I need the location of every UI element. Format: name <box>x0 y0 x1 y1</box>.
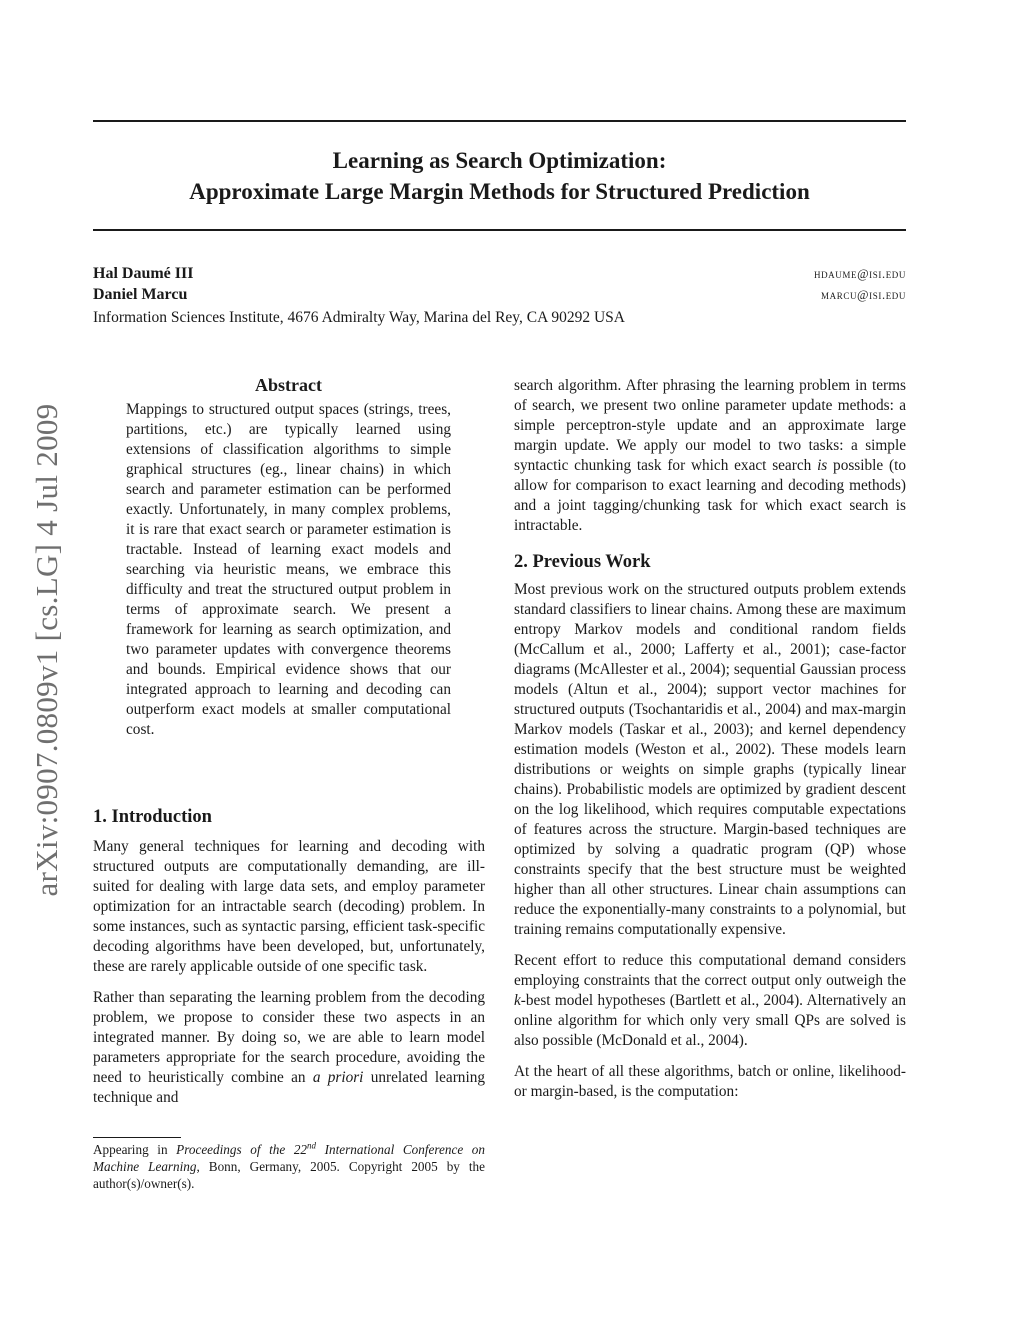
abstract-text: Mappings to structured output spaces (strings, trees, partitions, etc.) are typically learned using extensions of classification algorithms to simple graphical structures (eg., linear chains) in which search and parameter estimation can be performed exactly. Unfortunately, in many complex problems, it is rare that exact search or parameter estimation is tractable. Instead of learning exact models and searching via heuristic means, we embrace this difficulty and treat the structured output problem in terms of approximate search. We present a framework for learning as search optimization, and two parameter updates with convergence theorems and bounds. Empirical evidence shows that our integrated approach to learning and decoding can outperform exact models at smaller computational cost. <box>126 401 451 738</box>
previous-work-paragraph-2-italic: k <box>514 992 521 1009</box>
previous-work-paragraph-2 <box>514 951 906 1051</box>
right-column <box>514 376 906 1102</box>
introduction-heading: 1. Introduction <box>93 807 212 827</box>
introduction-continued <box>514 376 906 536</box>
introduction-paragraph-2-start: Rather than separating the learning problem from the decoding problem, we propose to consider these two aspects in an integrated manner. By doing so, we are able to learn model parameters appropriate for the search procedure, avoiding the need to heuristically combine an <box>93 989 485 1086</box>
introduction-paragraph-2-italic: a priori <box>312 1069 364 1086</box>
paper-title-line-1: Learning as Search Optimization: <box>332 148 667 173</box>
introduction-section <box>93 805 485 1108</box>
paper-title-line-2: Approximate Large Margin Methods for Structured Prediction <box>189 179 810 204</box>
previous-work-paragraph-2-end: -best model hypotheses (Bartlett et al., 2004). Alternatively an online algorithm for which only very small QPs are solved is also possible (McDonald et al., 2004). <box>514 992 906 1049</box>
footnote <box>93 1141 485 1192</box>
previous-work-heading: 2. Previous Work <box>514 552 651 572</box>
previous-work-paragraph-1: Most previous work on the structured outputs problem extends standard classifiers to linear chains. Among these are maximum entropy Markov models and conditional random fields (McCallum et al., 2000; Lafferty et al., 2001); case-factor diagrams (McAllester et al., 2004); sequential Gaussian process models (Altun et al., 2004); support vector machines for structured outputs (Tsochantaridis et al., 2004) and max-margin Markov models (Taskar et al., 2003); and kernel dependency estimation models (Weston et al., 2002). These models learn distributions or weights on simple graphs (typically linear chains). Probabilistic models are optimized by gradient descent on the log likelihood, which requires computable expectations of features across the structure. Margin-based techniques are optimized by solving a quadratic program (QP) whose constraints specify that the best structure must be weighted higher than all other structures. Linear chain assumptions can reduce the exponentially-many constraints to a polynomial, but training remains computationally expensive. <box>514 581 906 938</box>
author-name-1: Hal Daumé III <box>93 265 194 282</box>
introduction-paragraph-2 <box>93 988 485 1108</box>
footnote-venue-b: International Conference on Machine Learning <box>93 1142 485 1174</box>
title-top-rule <box>93 120 906 122</box>
introduction-paragraph-1: Many general techniques for learning and decoding with structured outputs are computationally demanding, are ill-suited for dealing with large data sets, and employ parameter optimization for an intractable search (decoding) problem. In some instances, such as syntactic parsing, efficient task-specific decoding algorithms have been developed, but, unfortunately, these are rarely applicable outside of one specific task. <box>93 838 485 975</box>
abstract-section <box>126 372 451 740</box>
title-bottom-rule <box>93 229 906 231</box>
footnote-prefix: Appearing in <box>93 1142 177 1157</box>
introduction-paragraph-2-end: unrelated learning technique and <box>93 1069 485 1106</box>
introduction-continued-start: search algorithm. After phrasing the learning problem in terms of search, we present two online parameter update methods: a simple perceptron-style update and an approximate large margin update. We apply our model to two tasks: a simple syntactic chunking task for which exact search <box>514 377 906 474</box>
footnote-venue-sup: nd <box>307 1140 317 1151</box>
introduction-continued-end: possible (to allow for comparison to exact learning and decoding methods) and a joint tagging/chunking task for which exact search is intractable. <box>514 457 906 534</box>
author-email-1: hdaume@isi.edu <box>813 267 906 281</box>
abstract-heading: Abstract <box>255 375 322 395</box>
author-email-2: marcu@isi.edu <box>821 288 906 302</box>
introduction-continued-italic: is <box>817 457 828 474</box>
previous-work-paragraph-3: At the heart of all these algorithms, batch or online, likelihood- or margin-based, is the computation: <box>514 1063 906 1100</box>
affiliation: Information Sciences Institute, 4676 Admiralty Way, Marina del Rey, CA 90292 USA <box>93 309 625 326</box>
author-name-2: Daniel Marcu <box>93 286 188 303</box>
previous-work-paragraph-2-start: Recent effort to reduce this computational demand considers employing constraints that the correct output only outweigh the <box>514 952 906 989</box>
footnote-rule <box>93 1137 181 1138</box>
footnote-venue-a: Proceedings of the 22 <box>176 1142 308 1157</box>
arxiv-stamp: arXiv:0907.0809v1 [cs.LG] 4 Jul 2009 <box>29 403 64 897</box>
footnote-suffix: , Bonn, Germany, 2005. Copyright 2005 by the author(s)/owner(s). <box>93 1159 485 1191</box>
